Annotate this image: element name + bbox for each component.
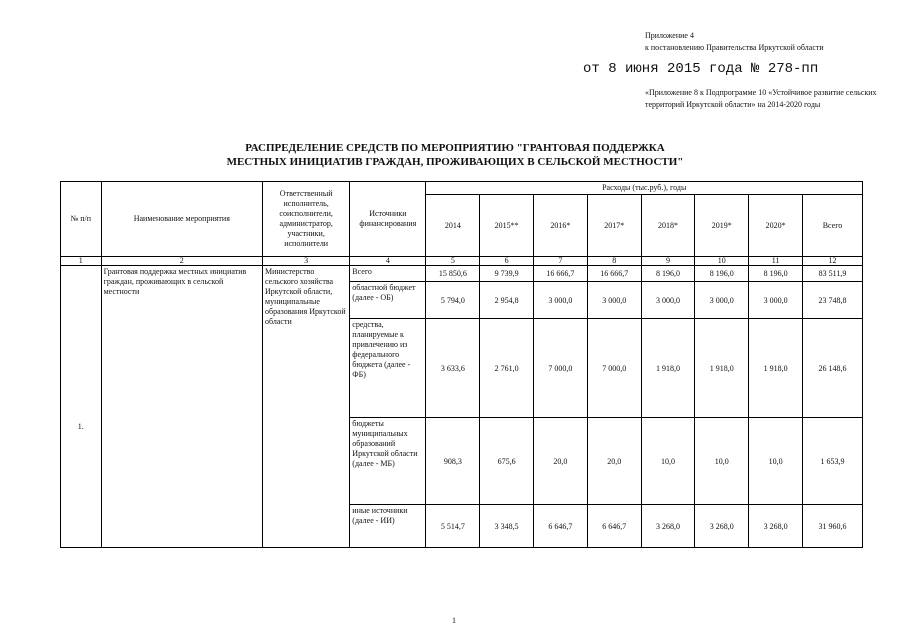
value-cell: 20,0 [534, 418, 588, 505]
title-line-1: РАСПРЕДЕЛЕНИЕ СРЕДСТВ ПО МЕРОПРИЯТИЮ "ГРАНТОВАЯ ПОДДЕРЖКА [245, 142, 665, 154]
responsible-executor: Министерство сельского хозяйства Иркутской области, муниципальные образования Иркутской области [263, 266, 350, 548]
value-cell: 6 646,7 [534, 505, 588, 548]
value-cell: 3 000,0 [695, 282, 749, 319]
value-cell: 3 000,0 [749, 282, 803, 319]
value-cell: 8 196,0 [641, 266, 695, 282]
header-expenses: Расходы (тыс.руб.), годы [426, 182, 863, 195]
header-row-1 [61, 182, 863, 195]
header-year: 2019* [695, 195, 749, 257]
header-year: 2017* [587, 195, 641, 257]
total-value-cell: 83 511,9 [803, 266, 863, 282]
header-year: 2018* [641, 195, 695, 257]
value-cell: 10,0 [641, 418, 695, 505]
total-value-cell: 26 148,6 [803, 319, 863, 418]
document-title [160, 141, 750, 169]
source-label: Всего [350, 266, 426, 282]
value-cell: 8 196,0 [749, 266, 803, 282]
header-total: Всего [803, 195, 863, 257]
column-number: 10 [695, 257, 749, 266]
total-value-cell: 23 748,8 [803, 282, 863, 319]
value-cell: 20,0 [587, 418, 641, 505]
value-cell: 3 268,0 [749, 505, 803, 548]
value-cell: 9 739,9 [480, 266, 534, 282]
source-label: областной бюджет (далее - ОБ) [350, 282, 426, 319]
column-number: 4 [350, 257, 426, 266]
value-cell: 8 196,0 [695, 266, 749, 282]
value-cell: 3 633,6 [426, 319, 480, 418]
decree-stamp: от 8 июня 2015 года № 278-пп [583, 61, 819, 77]
column-number: 5 [426, 257, 480, 266]
annex-line-2: к постановлению Правительства Иркутской области [645, 43, 824, 52]
subannex-note: «Приложение 8 к Подпрограмме 10 «Устойчивое развитие сельских территорий Иркутской области» на 2014-2020 годы [645, 88, 877, 109]
column-number: 11 [749, 257, 803, 266]
header-year: 2015** [480, 195, 534, 257]
header-year: 2020* [749, 195, 803, 257]
header-name: Наименование мероприятия [101, 182, 262, 257]
header-responsible: Ответственный исполнитель, соисполнители, администратор, участники, исполнители [263, 182, 350, 257]
value-cell: 15 850,6 [426, 266, 480, 282]
value-cell: 908,3 [426, 418, 480, 505]
value-cell: 2 761,0 [480, 319, 534, 418]
value-cell: 3 268,0 [695, 505, 749, 548]
value-cell: 10,0 [695, 418, 749, 505]
value-cell: 16 666,7 [534, 266, 588, 282]
annex-note [645, 30, 824, 54]
column-number: 7 [534, 257, 588, 266]
source-label: средства, планируемые к привлечению из федерального бюджета (далее - ФБ) [350, 319, 426, 418]
title-line-2: МЕСТНЫХ ИНИЦИАТИВ ГРАЖДАН, ПРОЖИВАЮЩИХ В СЕЛЬСКОЙ МЕСТНОСТИ" [226, 156, 684, 168]
value-cell: 3 348,5 [480, 505, 534, 548]
header-num: № п/п [61, 182, 102, 257]
column-number: 6 [480, 257, 534, 266]
value-cell: 7 000,0 [587, 319, 641, 418]
measure-name: Грантовая поддержка местных инициатив граждан, проживающих в сельской местности [101, 266, 262, 548]
column-number: 12 [803, 257, 863, 266]
value-cell: 7 000,0 [534, 319, 588, 418]
total-value-cell: 31 960,6 [803, 505, 863, 548]
value-cell: 1 918,0 [749, 319, 803, 418]
row-number: 1. [77, 422, 84, 431]
header-sources: Источники финансирования [350, 182, 426, 257]
column-number: 2 [101, 257, 262, 266]
source-label: бюджеты муниципальных образований Иркутской области (далее - МБ) [350, 418, 426, 505]
value-cell: 5 514,7 [426, 505, 480, 548]
column-number: 9 [641, 257, 695, 266]
value-cell: 3 000,0 [534, 282, 588, 319]
value-cell: 1 918,0 [695, 319, 749, 418]
page-number: 1 [452, 616, 456, 625]
value-cell: 10,0 [749, 418, 803, 505]
total-value-cell: 1 653,9 [803, 418, 863, 505]
column-number: 1 [61, 257, 102, 266]
value-cell: 3 000,0 [587, 282, 641, 319]
value-cell: 675,6 [480, 418, 534, 505]
column-numbers-row [61, 257, 863, 266]
column-number: 8 [587, 257, 641, 266]
value-cell: 5 794,0 [426, 282, 480, 319]
row-number-cell [61, 266, 102, 548]
table-row-total [61, 266, 863, 282]
column-number: 3 [263, 257, 350, 266]
header-year: 2016* [534, 195, 588, 257]
header-year: 2014 [426, 195, 480, 257]
value-cell: 3 268,0 [641, 505, 695, 548]
value-cell: 16 666,7 [587, 266, 641, 282]
value-cell: 2 954,8 [480, 282, 534, 319]
funding-table [60, 181, 863, 548]
value-cell: 3 000,0 [641, 282, 695, 319]
source-label: иные источники (далее - ИИ) [350, 505, 426, 548]
value-cell: 1 918,0 [641, 319, 695, 418]
annex-line-1: Приложение 4 [645, 31, 694, 40]
value-cell: 6 646,7 [587, 505, 641, 548]
